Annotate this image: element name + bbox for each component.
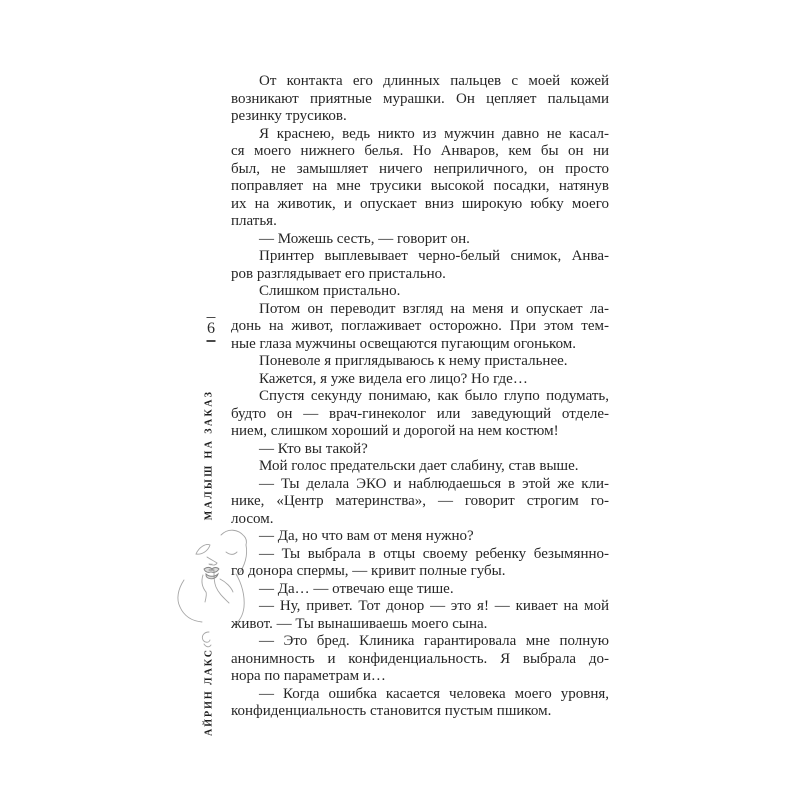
page-text [231, 73, 609, 721]
text-line: ные глаза мужчины освещаются пугающим огоньком. [231, 335, 577, 352]
text-line: нике, «Центр материнства», — говорит строгим го- [231, 493, 609, 509]
text-line: донь на живот, поглаживает осторожно. При этом тем- [231, 318, 609, 334]
text-line: возникают приятные мурашки. Он цепляет пальцами [231, 90, 609, 107]
text-line: Спустя секунду понимаю, как было глупо подумать, [259, 388, 609, 404]
text-line: конфиденциальность становится пустым пшиком. [231, 703, 552, 719]
text-line: — Да… — отвечаю еще тише. [259, 580, 454, 597]
page-number-block [207, 317, 216, 342]
text-line: анонимность и конфиденциальность. Я выбрала до- [231, 650, 609, 667]
text-line: Мой голос предательски дает слабину, став выше. [259, 458, 579, 474]
text-line: От контакта его длинных пальцев с моей кожей [259, 73, 609, 89]
text-line: Слишком пристально. [259, 283, 401, 299]
text-line: — Да, но что вам от меня нужно? [259, 528, 474, 544]
text-line: ров разглядывает его пристально. [231, 265, 446, 282]
text-line: их на животик, и опускает вниз широкую юбку моего [231, 195, 609, 212]
text-line: — Ты выбрала в отцы своему ребенку безымянно- [259, 545, 609, 562]
text-line: будто он — врач-гинеколог или заведующий отделе- [231, 405, 609, 422]
text-line: поправляет на мне трусики высокой посадки, натянув [231, 178, 609, 194]
text-line: — Можешь сесть, — говорит он. [259, 230, 470, 247]
running-author-name: АЙРИН ЛАКС [203, 647, 215, 737]
text-line: Я краснею, ведь никто из мужчин давно не касал- [259, 125, 609, 142]
text-line: — Кто вы такой? [259, 440, 368, 457]
text-line: — Когда ошибка касается человека моего уровня, [259, 685, 609, 702]
text-line: Принтер выплевывает черно-белый снимок, Анва- [259, 248, 609, 264]
text-line: лосом. [231, 510, 274, 527]
text-line: го донора спермы, — кривит полные губы. [231, 563, 506, 579]
text-line: платья. [231, 213, 277, 229]
text-line: — Это бред. Клиника гарантировала мне полную [259, 633, 609, 649]
text-line: был, не замышляет ничего неприличного, он просто [231, 160, 609, 177]
text-line: живот. — Ты вынашиваешь моего сына. [231, 615, 488, 632]
text-line: нием, слишком хороший и дорогой на нем костюм! [231, 423, 559, 439]
folio-rule-bottom [207, 340, 216, 341]
text-line: резинку трусиков. [231, 108, 347, 124]
text-line: Поневоле я приглядываюсь к нему пристальнее. [259, 353, 568, 369]
text-line: нора по параметрам и… [231, 668, 386, 684]
text-line: — Ты делала ЭКО и наблюдаешься в этой же кли- [259, 475, 609, 492]
text-line: ся моего нижнего белья. Но Анваров, кем бы он ни [231, 143, 609, 159]
text-line: Кажется, я уже видела его лицо? Но где… [259, 370, 528, 387]
text-line: Потом он переводит взгляд на меня и опускает ла- [259, 300, 609, 317]
folio-rule-top [207, 317, 216, 318]
text-line: — Ну, привет. Тот донор — это я! — кивает на мой [259, 598, 609, 614]
running-book-title: МАЛЫШ НА ЗАКАЗ [203, 389, 215, 521]
page-number: 6 [207, 320, 215, 338]
